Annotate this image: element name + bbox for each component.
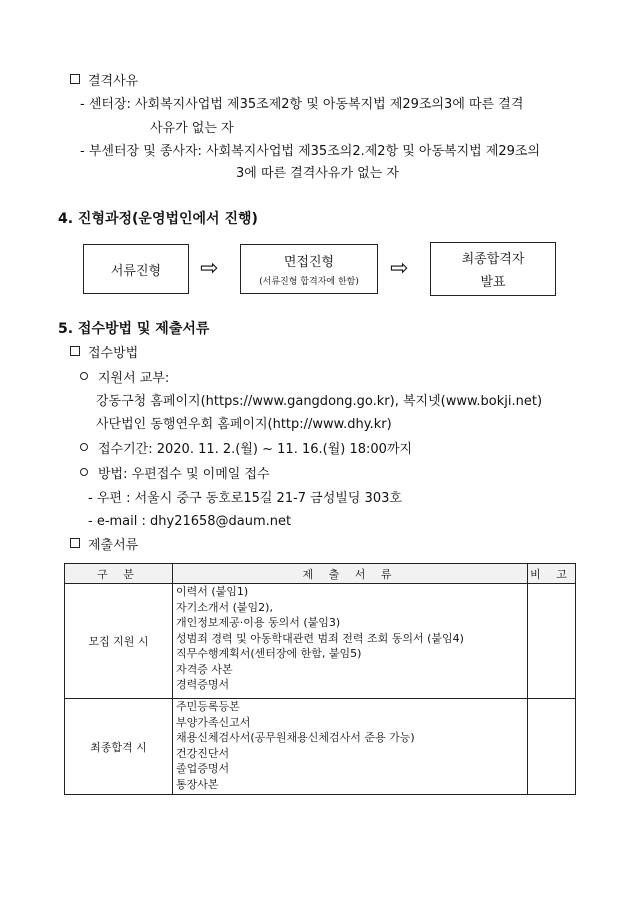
process-step-document-screening <box>83 244 189 294</box>
header-notes: 비 고 <box>528 564 576 584</box>
list-item: 자격증 사본 <box>176 662 233 676</box>
list-item: 성범죄 경력 및 아동학대관련 범죄 전력 조회 동의서 (붙임4) <box>176 631 464 645</box>
table-row <box>65 584 576 699</box>
application-method: 방법: 우편접수 및 이메일 접수 <box>80 466 270 484</box>
right-arrow-icon: ⇨ <box>390 256 409 281</box>
documents-heading: 제출서류 <box>70 537 138 555</box>
header-category: 구 분 <box>65 564 173 584</box>
distribution-site-1: 강동구청 홈페이지(https://www.gangdong.go.kr), 복지넷(www.bokji.net) <box>96 394 543 409</box>
form-distribution: 지원서 교부: <box>80 370 169 388</box>
section-5-heading: 5. 접수방법 및 제출서류 <box>58 321 210 337</box>
director-requirement-cont: 사유가 없는 자 <box>150 121 234 136</box>
list-item: 경력증명서 <box>176 678 230 691</box>
distribution-site-2: 사단법인 동행연우회 홈페이지(http://www.dhy.kr) <box>96 417 392 432</box>
row-note <box>528 584 576 699</box>
postal-address: - 우편 : 서울시 중구 동호로15길 21-7 금성빌딩 303호 <box>88 491 402 506</box>
row-note <box>528 699 576 795</box>
row-documents <box>173 699 528 795</box>
row-documents <box>173 584 528 699</box>
list-item: 이력서 (붙임1) <box>176 585 249 598</box>
process-step-label: 면접진형 <box>283 255 335 270</box>
list-item: 건강진단서 <box>176 746 230 760</box>
circle-bullet-icon <box>80 443 88 451</box>
square-bullet-icon <box>70 74 80 84</box>
application-period: 접수기간: 2020. 11. 2.(월) ~ 11. 16.(월) 18:00까지 <box>80 441 412 459</box>
circle-bullet-icon <box>80 468 88 476</box>
table-header-row <box>65 564 576 584</box>
right-arrow-icon: ⇨ <box>200 256 219 281</box>
list-item: 통장사본 <box>176 777 219 791</box>
method-heading: 접수방법 <box>70 345 138 363</box>
email-address: - e-mail : dhy21658@daum.net <box>88 514 292 529</box>
process-step-label: 서류진형 <box>110 263 162 279</box>
list-item: 주민등록등본 <box>176 700 240 713</box>
director-requirement: - 센터장: 사회복지사업법 제35조제2항 및 아동복지법 제29조의3에 따른 결격 <box>80 97 524 112</box>
process-step-final-announcement <box>430 242 556 296</box>
list-item: 개인정보제공·이용 동의서 (붙임3) <box>176 616 341 629</box>
disqualification-heading: 결격사유 <box>70 73 138 91</box>
list-item: 채용신체검사서(공무원채용신체검사서 준용 가능) <box>176 731 415 744</box>
header-documents: 제 출 서 류 <box>173 564 528 584</box>
table-row <box>65 699 576 795</box>
process-step-note: (서류진형 합격자에 한함) <box>259 277 359 287</box>
documents-table <box>64 563 576 795</box>
list-item: 졸업증명서 <box>176 762 230 775</box>
square-bullet-icon <box>70 346 80 356</box>
process-step-interview <box>240 244 378 294</box>
list-item: 부양가족신고서 <box>176 715 251 729</box>
deputy-requirement: - 부센터장 및 종사자: 사회복지사업법 제35조의2.제2항 및 아동복지법 제29조의 <box>80 144 541 159</box>
process-step-label: 발표 <box>480 275 506 290</box>
process-step-label: 최종합격자 <box>461 252 525 267</box>
row-category: 모집 지원 시 <box>65 584 173 699</box>
list-item: 직무수행계획서(센터장에 한함, 붙임5) <box>176 647 362 660</box>
deputy-requirement-cont: 3에 따른 결격사유가 없는 자 <box>236 166 399 181</box>
row-category: 최종합격 시 <box>65 699 173 795</box>
square-bullet-icon <box>70 538 80 548</box>
section-4-heading: 4. 진형과정(운영법인에서 진행) <box>58 211 258 227</box>
circle-bullet-icon <box>80 372 88 380</box>
list-item: 자기소개서 (붙임2), <box>176 600 273 614</box>
